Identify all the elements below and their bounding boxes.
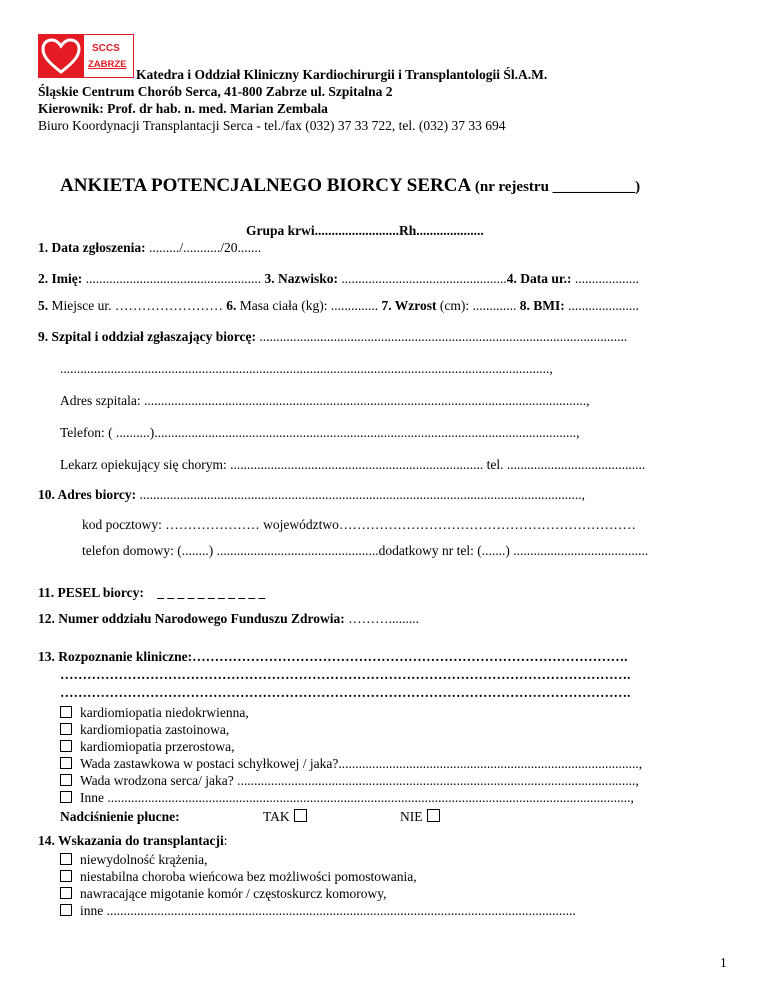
field-12-label: 12. Numer oddziału Narodowego Funduszu Zdrowia: <box>38 611 345 626</box>
indication-option[interactable] <box>60 886 387 902</box>
field-14-colon: : <box>223 833 228 848</box>
checkbox-icon[interactable] <box>427 809 440 822</box>
field-row-body[interactable] <box>38 298 639 314</box>
diagnosis-label: Wada zastawkowa w postaci schyłkowej / jaka?........................................................................................., <box>80 756 643 771</box>
field-doctor[interactable]: Lekarz opiekujący się chorym: ........................................................................... tel. ......................................... <box>60 457 646 472</box>
field-1-value: ........./.........../20....... <box>145 240 262 255</box>
yes-label: TAK <box>263 809 290 824</box>
field-diagnosis-line3[interactable]: ………………………………………………………………………………………………………………. <box>60 685 631 700</box>
checkbox-icon[interactable] <box>294 809 307 822</box>
checkbox-icon[interactable] <box>60 853 72 865</box>
field-3-dots: ................................................. <box>338 271 507 286</box>
diagnosis-option[interactable] <box>60 790 634 806</box>
pulmonary-no[interactable] <box>400 809 440 825</box>
field-13-label: 13. Rozpoznanie kliniczne: <box>38 649 193 664</box>
diagnosis-label: kardiomiopatia zastoinowa, <box>80 722 230 737</box>
checkbox-icon[interactable] <box>60 723 72 735</box>
field-10-dots: ..................................................................................................................................., <box>136 487 586 502</box>
field-5-num: 5. <box>38 298 49 313</box>
header-director: Kierownik: Prof. dr hab. n. med. Marian Zembala <box>38 101 328 116</box>
field-1-label: 1. Data zgłoszenia: <box>38 240 146 255</box>
diagnosis-option[interactable] <box>60 773 639 789</box>
indication-label: inne ........................................................................................................................................... <box>80 903 576 918</box>
sccs-logo <box>38 34 134 80</box>
checkbox-icon[interactable] <box>60 706 72 718</box>
field-10-label: 10. Adres biorcy: <box>38 487 137 502</box>
field-hospital-address[interactable]: Adres szpitala: ..................................................................................................................................., <box>60 393 590 408</box>
field-home-phone[interactable]: telefon domowy: (........) ................................................dodatkowy nr tel: (.......) ........................................ <box>82 543 649 558</box>
field-hospital[interactable] <box>38 329 627 345</box>
logo-text-sccs: SCCS <box>92 43 120 54</box>
indication-option[interactable] <box>60 852 207 868</box>
page-number: 1 <box>720 955 727 970</box>
field-13-dots: ……………………………………………………………………………………. <box>192 649 628 664</box>
diagnosis-label: Wada wrodzona serca/ jaka? ......................................................................................................................, <box>80 773 639 788</box>
header-institution: Katedra i Oddział Kliniczny Kardiochirurgii i Transplantologii Śl.A.M. <box>136 67 548 82</box>
field-6-num: 6. <box>226 298 237 313</box>
field-4-label: 4. Data ur.: <box>506 271 572 286</box>
indication-option[interactable] <box>60 869 417 885</box>
field-pesel[interactable] <box>38 585 265 601</box>
field-indications <box>38 833 228 849</box>
checkbox-icon[interactable] <box>60 904 72 916</box>
field-submission-date[interactable] <box>38 240 261 256</box>
field-2-dots: .................................................... <box>82 271 265 286</box>
diagnosis-option[interactable] <box>60 739 234 755</box>
field-diagnosis[interactable] <box>38 649 628 665</box>
field-7-label: Wzrost <box>391 298 437 313</box>
checkbox-icon[interactable] <box>60 740 72 752</box>
field-9-dots: ............................................................................................................. <box>255 329 628 344</box>
diagnosis-label: kardiomiopatia niedokrwienna, <box>80 705 249 720</box>
diagnosis-option[interactable] <box>60 705 249 721</box>
indication-label: niewydolność krążenia, <box>80 852 208 867</box>
indication-option[interactable] <box>60 903 576 919</box>
field-12-dots: ………......... <box>344 611 420 626</box>
field-hospital-phone[interactable]: Telefon: ( ..........)............................................................................................................................., <box>60 425 580 440</box>
field-nfz[interactable] <box>38 611 419 627</box>
pulmonary-hypertension-label: Nadciśnienie płucne: <box>60 809 180 824</box>
indication-label: niestabilna choroba wieńcowa bez możliwości pomostowania, <box>80 869 417 884</box>
heart-logo-icon <box>38 34 84 78</box>
field-2-label: 2. Imię: <box>38 271 83 286</box>
checkbox-icon[interactable] <box>60 887 72 899</box>
field-7-unit: (cm): ............. <box>436 298 520 313</box>
checkbox-icon[interactable] <box>60 791 72 803</box>
checkbox-icon[interactable] <box>60 870 72 882</box>
field-8-dots: ..................... <box>564 298 639 313</box>
field-8-label: 8. BMI: <box>519 298 565 313</box>
field-6-label: Masa ciała (kg): .............. <box>236 298 382 313</box>
checkbox-icon[interactable] <box>60 774 72 786</box>
pesel-boxes: _ _ _ _ _ _ _ _ _ _ _ <box>157 585 266 600</box>
field-diagnosis-line2[interactable]: ………………………………………………………………………………………………………………. <box>60 667 631 682</box>
header-contact: Biuro Koordynacji Transplantacji Serca - tel./fax (032) 37 33 722, tel. (032) 37 33 694 <box>38 118 506 133</box>
diagnosis-label: Inne ..........................................................................................................................................................., <box>80 790 634 805</box>
logo-frame <box>82 34 134 78</box>
field-7-num: 7. <box>381 298 392 313</box>
diagnosis-option[interactable] <box>60 756 642 772</box>
field-row-name[interactable] <box>38 271 639 287</box>
checkbox-icon[interactable] <box>60 757 72 769</box>
title-register: (nr rejestru ___________) <box>474 179 641 195</box>
field-postal[interactable]: kod pocztowy: ………………… województwo………………………………………………………… <box>82 517 636 532</box>
blood-group-field[interactable]: Grupa krwi.........................Rh.................... <box>246 223 484 238</box>
diagnosis-option[interactable] <box>60 722 229 738</box>
field-3-label: 3. Nazwisko: <box>264 271 338 286</box>
diagnosis-label: kardiomiopatia przerostowa, <box>80 739 235 754</box>
field-14-label: 14. Wskazania do transplantacji <box>38 833 224 848</box>
indication-label: nawracające migotanie komór / częstoskurcz komorowy, <box>80 886 387 901</box>
title-main: ANKIETA POTENCJALNEGO BIORCY SERCA <box>60 175 471 196</box>
header-address: Śląskie Centrum Chorób Serca, 41-800 Zabrze ul. Szpitalna 2 <box>38 84 393 99</box>
logo-text-zabrze: ZABRZE <box>88 59 127 70</box>
field-4-dots: ................... <box>571 271 640 286</box>
field-recipient-address[interactable] <box>38 487 585 503</box>
pulmonary-yes[interactable] <box>263 809 307 825</box>
page-title <box>60 175 640 197</box>
field-9-label: 9. Szpital i oddział zgłaszający biorcę: <box>38 329 256 344</box>
field-5-label: Miejsce ur. …………………… <box>48 298 227 313</box>
no-label: NIE <box>400 809 423 824</box>
field-11-label: 11. PESEL biorcy: <box>38 585 144 600</box>
field-hospital-line2[interactable]: ................................................................................................................................................., <box>60 361 553 376</box>
